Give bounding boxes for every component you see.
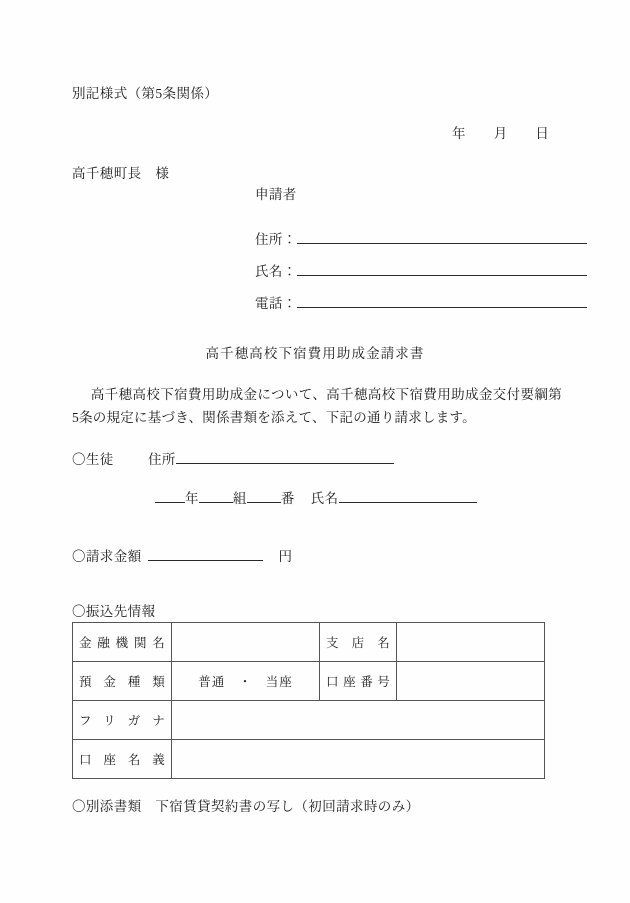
applicant-address-rule[interactable] (297, 230, 587, 244)
table-row (73, 740, 545, 779)
body-paragraph: 高千穂高校下宿費用助成金について、高千穂高校下宿費用助成金交付要綱第5条の規定に基づき、関係書類を添えて、下記の通り請求します。 (72, 387, 562, 425)
applicant-name-field[interactable] (255, 260, 587, 280)
account-holder-value[interactable] (172, 740, 545, 779)
account-holder-label: 口座名義 (73, 740, 172, 779)
deposit-type-label: 預金種類 (73, 662, 172, 701)
bank-branch-label: 支 店 名 (320, 623, 397, 662)
account-number-value[interactable] (397, 662, 545, 701)
student-address-label: 住所 (148, 452, 176, 467)
student-section-label: 〇生徒 (72, 452, 114, 467)
bank-institution-value[interactable] (172, 623, 320, 662)
form-number: 別記様式（第5条関係） (72, 86, 219, 101)
bank-branch-value[interactable] (397, 623, 545, 662)
applicant-name-label: 氏名： (255, 264, 297, 279)
bank-section-label: 〇振込先情報 (72, 604, 156, 619)
student-address-field[interactable] (148, 448, 394, 468)
amount-rule[interactable] (148, 547, 263, 561)
addressee: 高千穂町長 様 (72, 166, 170, 181)
student-name-label: 氏名 (310, 491, 339, 506)
account-number-label: 口座番号 (320, 662, 397, 701)
bank-info-table (72, 622, 545, 779)
furigana-label: フリガナ (73, 701, 172, 740)
amount-unit-label: 円 (278, 549, 293, 564)
applicant-name-rule[interactable] (297, 262, 587, 276)
date-line: 年 月 日 (452, 126, 550, 141)
table-row (73, 662, 545, 701)
applicant-heading: 申請者 (255, 187, 297, 202)
furigana-value[interactable] (172, 701, 545, 740)
applicant-address-label: 住所： (255, 232, 297, 247)
applicant-address-field[interactable] (255, 228, 587, 248)
amount-section-label: 〇請求金額 (72, 549, 142, 564)
student-year-label: 年 (185, 491, 199, 506)
amount-field[interactable] (72, 545, 292, 565)
student-year-rule[interactable] (155, 489, 185, 503)
student-group-rule[interactable] (199, 489, 233, 503)
table-row (73, 623, 545, 662)
attachment-note: 〇別添書類 下宿賃貸契約書の写し（初回請求時のみ） (72, 799, 420, 814)
applicant-phone-label: 電話： (255, 296, 297, 311)
student-number-label: 番 (280, 491, 295, 506)
applicant-phone-rule[interactable] (297, 294, 587, 308)
student-number-rule[interactable] (247, 489, 281, 503)
page-title: 高千穂高校下宿費用助成金請求書 (205, 346, 425, 361)
student-address-rule[interactable] (176, 450, 394, 464)
table-row (73, 701, 545, 740)
student-class-field[interactable] (155, 487, 477, 507)
applicant-phone-field[interactable] (255, 292, 587, 312)
bank-institution-label: 金融機関名 (73, 623, 172, 662)
deposit-type-value[interactable]: 普通 ・ 当座 (172, 662, 320, 701)
student-group-label: 組 (232, 491, 247, 506)
student-name-rule[interactable] (339, 489, 477, 503)
